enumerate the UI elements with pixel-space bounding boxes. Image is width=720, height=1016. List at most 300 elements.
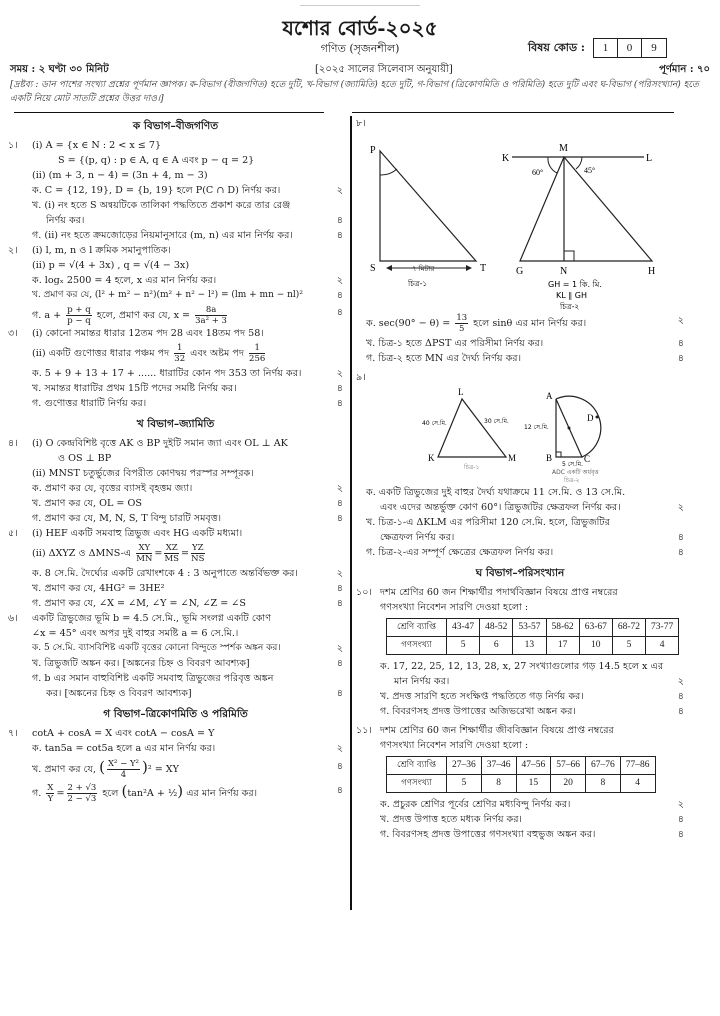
fraction — [164, 543, 179, 564]
marks: ৪ — [677, 814, 684, 825]
sub-question-text: খ. ত্রিভুজটি অঙ্কন কর। [অঙ্কনের চিহ্ন ও বিবরণ আবশ্যক] — [32, 658, 250, 669]
sub-question-text: গ. প্রমাণ কর যে, M, N, S, T বিন্দু চারটি সমবৃত্ত। — [32, 513, 222, 524]
sub-question-text: নির্ণয় কর। — [46, 215, 85, 226]
label-p: P — [370, 145, 376, 156]
stem-line: (ii) p = √(4 + 3x) , q = √(4 − 3x) — [32, 260, 190, 271]
sub-question — [32, 511, 343, 526]
numerator: XZ — [165, 543, 178, 553]
label-l: L — [458, 387, 464, 397]
sub-question-text: ক. 17, 22, 25, 12, 13, 28, x, 27 সংখ্যাগুলোর গড় 14.5 হলে x এর — [380, 661, 664, 672]
fraction — [66, 305, 91, 326]
figure-note: ADC একটি অর্ধবৃত্ত — [552, 469, 599, 476]
label-t: T — [480, 263, 487, 274]
stem-line: গণসংখ্যা নিবেশন সারণি দেওয়া হলো : — [380, 740, 529, 751]
sub-question — [380, 704, 684, 719]
table-cell: 8 — [586, 775, 621, 793]
stem-line: (i) HEF একটি সমবাহু ত্রিভুজ এবং HG একটি মধ্যমা। — [32, 528, 243, 539]
table-header: শ্রেণি ব্যাপ্তি — [387, 757, 447, 775]
center-point — [568, 427, 571, 430]
denominator: p − q — [67, 316, 91, 326]
table-row — [387, 775, 656, 793]
sub-question-text: ক. 5 + 9 + 13 + 17 + ...... ধারাটির কোন পদ 353 তা নির্ণয় কর। — [32, 368, 302, 379]
sub-question-text: ক. C = {12, 19}, D = {b, 19} হলে P(C ∩ D) নির্ণয় কর। — [32, 185, 281, 196]
text: হলে, প্রমাণ কর যে, x = — [96, 310, 191, 321]
exam-time: সময় : ২ ঘণ্টা ৩০ মিনিট — [10, 64, 109, 75]
question-9 — [356, 370, 684, 385]
marks: ৪ — [677, 691, 684, 702]
table-cell: 4 — [646, 637, 679, 655]
question-number: ৭। — [8, 728, 18, 739]
divider-rule — [14, 112, 324, 113]
table-header: শ্রেণি ব্যাপ্তি — [387, 619, 447, 637]
marks: ৪ — [336, 215, 343, 226]
table-cell: 67–76 — [586, 757, 621, 775]
table-cell: 77–86 — [620, 757, 655, 775]
fraction — [107, 759, 140, 780]
sub-question-text: গ. চিত্র-২-এর সম্পূর্ণ ক্ষেত্রের ক্ষেত্রফল নির্ণয় কর। — [366, 547, 554, 558]
text: হলে — [102, 788, 119, 799]
side-ab: 12 সে.মি. — [524, 424, 549, 431]
section-heading: ক বিভাগ–বীজগণিত — [132, 120, 219, 132]
fraction — [46, 783, 54, 804]
marks: ৪ — [677, 532, 684, 543]
marks: ৪ — [336, 785, 343, 796]
angle-arc — [380, 169, 397, 175]
fraction — [136, 543, 152, 564]
sub-question-text: গ. (ii) নং হতে ক্রমজোড়ের নিয়মানুসারে (m, n) এর মান নির্ণয় কর। — [32, 230, 293, 241]
label-c: C — [584, 454, 591, 464]
angle-45: 45° — [584, 166, 596, 175]
sub-question-text: খ. চিত্র-১ হতে ΔPST এর পরিসীমা নির্ণয় কর। — [366, 338, 544, 349]
sub-question — [32, 566, 343, 581]
label-s: S — [370, 263, 376, 274]
question-number: ১১। — [356, 725, 372, 736]
stem-line: (ii) ΔXYZ ও ΔMNS-এ $\frac{XY}{MN}$ = $\frac{XZ}{MS}$ = $\frac{YZ}{NS}$ — [32, 543, 205, 564]
question-4 — [8, 436, 343, 526]
text: (ii) ΔXYZ ও ΔMNS-এ — [32, 548, 132, 559]
text: (ii) একটি গুণোত্তর ধারার পঞ্চম পদ — [32, 348, 170, 359]
divider-rule — [352, 112, 674, 113]
question-number: ৫। — [8, 528, 18, 539]
sub-question-text: মান নির্ণয় কর। — [394, 676, 450, 687]
sub-question — [366, 530, 684, 545]
figure-1-triangle-pst — [370, 145, 486, 288]
label-m: M — [559, 143, 568, 154]
label-l: L — [646, 153, 653, 164]
table-cell: 10 — [579, 637, 612, 655]
denominator: Y — [47, 794, 54, 804]
marks: ২ — [336, 368, 343, 379]
marks: ৪ — [336, 383, 343, 394]
table-cell: 5 — [447, 637, 480, 655]
marks: ২ — [336, 743, 343, 754]
fraction — [191, 543, 205, 564]
label-k: K — [428, 453, 435, 463]
marks: ২ — [677, 502, 684, 513]
sub-question — [32, 759, 343, 780]
stem-line: ∠x = 45° এবং অপর দুই বাহুর সমষ্টি a = 6 সে.মি.। — [32, 628, 239, 639]
angle-arc — [548, 157, 557, 173]
sub-question — [32, 783, 343, 804]
question-8 — [356, 116, 684, 131]
stem-line: (i) কোনো সমান্তর ধারার 12তম পদ 28 এবং 18তম পদ 58। — [32, 328, 264, 339]
label-b: B — [546, 453, 553, 463]
sub-question-text: গ. চিত্র-২ হতে MN এর দৈর্ঘ্য নির্ণয় কর। — [366, 353, 521, 364]
subject-code — [528, 38, 667, 58]
marks: ২ — [336, 185, 343, 196]
sub-question — [32, 656, 343, 671]
sub-question-text: গ. $\frac{X}{Y}$ = $\frac{2 + √3}{2 - √3}$ হলে (tan²A + ½) এর মান নির্ণয় কর। — [32, 782, 258, 804]
sub-question — [380, 827, 684, 842]
sub-question — [366, 336, 684, 351]
table-cell: 37–46 — [481, 757, 516, 775]
fraction — [455, 313, 468, 334]
table-cell: 73-77 — [646, 619, 679, 637]
marks: ৪ — [677, 353, 684, 364]
denominator: 256 — [249, 354, 266, 364]
sub-question — [32, 273, 343, 288]
label-k: K — [502, 153, 510, 164]
marks: ৪ — [336, 398, 343, 409]
stem-line: cotA + cosA = X এবং cotA − cosA = Y — [32, 728, 215, 739]
question-number: ৬। — [8, 613, 18, 624]
marks: ২ — [677, 315, 684, 326]
text: গ. a + — [32, 310, 62, 321]
frequency-table-biology — [386, 756, 656, 793]
sub-question-text: ক. logₓ 2500 = 4 হলে, x এর মান নির্ণয় কর। — [32, 275, 217, 286]
sub-question — [366, 545, 684, 560]
triangle-klm — [438, 399, 506, 457]
question-number: ৯। — [356, 372, 366, 383]
numerator: 13 — [456, 313, 468, 323]
top-rule — [300, 0, 420, 6]
table-row — [387, 619, 679, 637]
sub-question-text: খ. প্রমাণ কর যে, 4HG² = 3HE² — [32, 583, 165, 594]
text: ² = XY — [147, 764, 179, 775]
sub-question — [32, 183, 343, 198]
sub-question-text — [32, 759, 329, 780]
text: হলে sinθ এর মান নির্ণয় কর। — [473, 318, 587, 329]
marks: ৪ — [677, 829, 684, 840]
sub-question — [380, 674, 684, 689]
numerator: 1 — [249, 343, 265, 354]
marks: ৪ — [336, 498, 343, 509]
sub-question-text: এবং এদের অন্তর্ভুক্ত কোণ 60°। ত্রিভুজটির ক্ষেত্রফল নির্ণয় কর। — [380, 502, 621, 513]
text: এবং অষ্টম পদ — [190, 348, 244, 359]
sub-question-text: খ. সমান্তর ধারাটির প্রথম 15টি পদের সমষ্টি নির্ণয় কর। — [32, 383, 237, 394]
stem-line: দশম শ্রেণির 60 জন শিক্ষার্থীর পদার্থবিজ্ঞান বিষয়ে প্রাপ্ত নম্বরের — [380, 587, 618, 598]
label-g: G — [516, 266, 524, 277]
section-heading: গ বিভাগ–ত্রিকোণমিতি ও পরিমিতি — [103, 708, 248, 720]
table-cell: 63-67 — [579, 619, 612, 637]
sub-question — [366, 500, 684, 515]
section-heading: খ বিভাগ–জ্যামিতি — [136, 418, 215, 430]
sub-question-text: ক. tan5a = cot5a হলে a এর মান নির্ণয় কর। — [32, 743, 216, 754]
board-title: যশোর বোর্ড-২০২৫ — [282, 16, 438, 40]
label-a: A — [546, 391, 553, 401]
fraction — [195, 305, 227, 326]
stem-line: গণসংখ্যা নিবেশন সারণি দেওয়া হলো : — [380, 602, 529, 613]
fraction — [174, 343, 185, 364]
kl-parallel-gh: KL ∥ GH — [556, 291, 588, 300]
stem-line: একটি ত্রিভুজের ভূমি b = 4.5 সে.মি., ভূমি সংলগ্ন একটি কোণ — [32, 613, 272, 624]
denominator: 3a² + 3 — [195, 316, 227, 326]
question-10 — [356, 585, 684, 719]
table-cell: 53-57 — [513, 619, 546, 637]
arrow-head — [386, 265, 392, 271]
marks: ৪ — [336, 307, 343, 318]
meta-row — [10, 62, 710, 79]
numerator: 8a — [195, 305, 227, 316]
marks: ৪ — [336, 688, 343, 699]
question-7 — [8, 726, 343, 807]
denominator: 4 — [120, 770, 127, 780]
question-number: ১। — [8, 140, 18, 151]
q9-subquestions — [356, 485, 684, 560]
numerator: 2 + √3 — [67, 783, 97, 793]
table-cell: 15 — [516, 775, 551, 793]
question-1 — [8, 138, 343, 243]
question-6 — [8, 611, 343, 701]
paren: ) — [141, 758, 148, 776]
subject-code-boxes — [593, 38, 667, 58]
syllabus-note: [২০২৫ সালের সিলেবাস অনুযায়ী] — [314, 64, 453, 75]
q8-subquestions — [356, 313, 684, 366]
sub-question-text: খ. (i) নং হতে S অন্বয়টিকে তালিকা পদ্ধতিতে প্রকাশ করে তার রেঞ্জ — [32, 200, 291, 211]
fraction — [67, 783, 98, 804]
stem-line: (ii) MNST চতুর্ভুজের বিপরীত কোণদ্বয় পরস্পর সম্পূরক। — [32, 468, 254, 479]
sub-question-text — [366, 313, 670, 334]
sub-question-text: ক. 5 সে.মি. ব্যাসবিশিষ্ট একটি বৃত্তের কোনো বিন্দুতে স্পর্শক অঙ্কন কর। — [32, 643, 281, 653]
denominator: 2 − √3 — [67, 794, 97, 804]
marks: ২ — [336, 643, 343, 654]
stem-line: (i) l, m, n ও l ক্রমিক সমানুপাতিক। — [32, 245, 171, 256]
marks: ২ — [336, 483, 343, 494]
right-angle-mark — [564, 251, 574, 261]
table-row — [387, 757, 656, 775]
denominator: MS — [164, 554, 179, 564]
subject-code-label: বিষয় কোড : — [528, 40, 585, 54]
label-n: N — [560, 266, 568, 277]
question-3 — [8, 326, 343, 411]
side-kl: 40 সে.মি. — [422, 420, 447, 427]
marks: ২ — [677, 799, 684, 810]
marks: ৪ — [336, 230, 343, 241]
sub-question — [32, 381, 343, 396]
sub-question-text: খ. প্রদত্ত উপাত্ত হতে মধ্যক নির্ণয় কর। — [380, 814, 522, 825]
numerator: X — [47, 783, 54, 793]
table-row — [387, 637, 679, 655]
expression: tan²A + ½ — [127, 788, 178, 799]
figure-caption: চিত্র-১ — [464, 464, 480, 471]
question-number: ৪। — [8, 438, 18, 449]
angle-arc — [576, 157, 582, 169]
numerator: XY — [136, 543, 152, 554]
sub-question — [32, 305, 343, 326]
label-m: M — [508, 453, 517, 463]
numerator: X² − Y² — [107, 759, 139, 769]
right-column — [356, 116, 684, 842]
question-number: ২। — [8, 245, 18, 256]
figure-caption: চিত্র-২ — [564, 477, 580, 484]
marks: ৪ — [336, 658, 343, 669]
marks: ৪ — [336, 513, 343, 524]
table-header: গণসংখ্যা — [387, 637, 447, 655]
stem-line: S = {(p, q) : p ∈ A, q ∈ A এবং p − q = 2} — [58, 155, 255, 166]
sub-question-text: খ. প্রমাণ কর যে, (l² + m² − n²)(m² + n² − l²) = (lm + mn − nl)² — [32, 290, 303, 300]
question-11 — [356, 723, 684, 842]
code-digit: 9 — [651, 42, 657, 54]
paren: ) — [177, 782, 184, 800]
sub-question-text: ক. 8 সে.মি. দৈর্ঘ্যের একটি রেখাংশকে 4 : 3 অনুপাতে অন্তর্বিভক্ত কর। — [32, 568, 298, 579]
numerator: p + q — [67, 305, 91, 315]
marks: ৪ — [336, 598, 343, 609]
sub-question — [32, 213, 343, 228]
table-cell: 57–66 — [551, 757, 586, 775]
angle-60: 60° — [532, 168, 544, 177]
table-cell: 5 — [447, 775, 482, 793]
table-cell: 48-52 — [480, 619, 513, 637]
table-cell: 47–56 — [516, 757, 551, 775]
table-cell: 68-72 — [612, 619, 645, 637]
figure-caption: চিত্র-২ — [560, 302, 580, 311]
sub-question-text: গ. বিবরণসহ প্রদত্ত উপাত্তের গণসংখ্যা বহুভুজ অঙ্কন কর। — [380, 829, 596, 840]
side-lm: 30 সে.মি. — [484, 418, 509, 425]
sub-question-text: খ. প্রমাণ কর যে, OL = OS — [32, 498, 142, 509]
sub-question — [32, 686, 343, 701]
text: ক. sec(90° − θ) = — [366, 318, 451, 329]
sub-question — [380, 689, 684, 704]
full-marks: পূর্ণমান : ৭০ — [659, 64, 710, 75]
right-angle-mark — [556, 452, 561, 457]
table-cell: 27–36 — [447, 757, 482, 775]
marks: ৪ — [677, 547, 684, 558]
sub-question-text: ক. একটি ত্রিভুজের দুই বাহুর দৈর্ঘ্য যথাক্রমে 11 সে.মি. ও 13 সে.মি. — [366, 487, 626, 498]
sub-question — [32, 366, 343, 381]
stem-line — [32, 343, 343, 364]
label-h: H — [648, 266, 656, 277]
denominator: MN — [136, 554, 153, 564]
text: খ. প্রমাণ কর যে, — [32, 764, 97, 775]
stem-line: ও OS ⊥ BP — [58, 453, 112, 464]
code-digit: 0 — [618, 39, 642, 57]
sub-question-text: ক. প্রমাণ কর যে, বৃত্তের ব্যাসই বৃহত্তম জ্যা। — [32, 483, 193, 494]
table-cell: 17 — [546, 637, 579, 655]
q8-figure-svg — [356, 131, 686, 311]
question-number: ১০। — [356, 587, 372, 598]
code-digit: 1 — [594, 39, 618, 57]
denominator: 5 — [459, 324, 465, 334]
text: গ. — [32, 788, 42, 799]
sub-question-text: খ. চিত্র-১-এ ΔKLM এর পরিসীমা 120 সে.মি. হলে, ত্রিভুজটির — [366, 517, 610, 528]
figure-caption: চিত্র-১ — [408, 279, 428, 288]
sub-question-text: ক্ষেত্রফল নির্ণয় কর। — [380, 532, 455, 543]
table-cell: 5 — [612, 637, 645, 655]
sub-question — [32, 641, 343, 656]
sub-question — [366, 313, 684, 334]
figure-2-kl-gh — [502, 143, 655, 311]
q8-figures — [356, 131, 684, 311]
marks: ৪ — [336, 761, 343, 772]
arrow-head — [466, 265, 472, 271]
sub-question-text: খ. প্রদত্ত সারণি হতে সংক্ষিপ্ত পদ্ধতিতে গড় নির্ণয় কর। — [380, 691, 584, 702]
sub-question — [32, 228, 343, 243]
table-cell: 43-47 — [447, 619, 480, 637]
fraction — [249, 343, 265, 364]
numerator: 1 — [174, 343, 185, 354]
sub-question — [32, 596, 343, 611]
marks: ৪ — [677, 706, 684, 717]
sub-question-text: গ. b এর সমান বাহুবিশিষ্ট একটি সমবাহু ত্রিভুজের পরিবৃত্ত অঙ্কন — [32, 673, 274, 684]
question-5 — [8, 526, 343, 611]
table-header: গণসংখ্যা — [387, 775, 447, 793]
stem-line: (i) A = {x ∈ N : 2 < x ≤ 7} — [32, 140, 162, 151]
marks: ২ — [336, 568, 343, 579]
sub-question — [32, 741, 343, 756]
point-d — [596, 416, 599, 419]
instruction: [দ্রষ্টব্য : ডান পাশের সংখ্যা প্রশ্নের পূর্ণমান জ্ঞাপক। ক-বিভাগ (বীজগণিত) হতে দুটি, খ-বিভাগ (জ্যামিতি) হতে দুটি, গ-বিভাগ (ত্রিকোণমিতি ও পরিমিতি) হতে দুটি এবং ঘ-বিভাগ (পরিসংখ্যান) হতে একটি নিয়ে মোট সাতটি প্রশ্নের উত্তর দাও।] — [10, 80, 699, 104]
table-cell: 13 — [513, 637, 546, 655]
denominator: 32 — [174, 354, 186, 364]
sub-question — [380, 797, 684, 812]
table-cell: 4 — [620, 775, 655, 793]
q9-figures — [356, 385, 684, 485]
sub-question — [32, 481, 343, 496]
section-heading: ঘ বিভাগ–পরিসংখ্যান — [475, 567, 565, 579]
question-2 — [8, 243, 343, 326]
denominator: NS — [191, 554, 205, 564]
frequency-table-physics — [386, 618, 679, 655]
subject-title: গণিত (সৃজনশীল) — [320, 42, 400, 55]
sub-question — [366, 351, 684, 366]
sub-question — [32, 496, 343, 511]
table-cell: 20 — [551, 775, 586, 793]
marks: ২ — [677, 676, 684, 687]
stem-line: (i) O কেন্দ্রবিশিষ্ট বৃত্তে AK ও BP দুইটি সমান জ্যা এবং OL ⊥ AK — [32, 438, 288, 449]
table-cell: 58-62 — [546, 619, 579, 637]
sub-question-text: গ. বিবরণসহ প্রদত্ত উপাত্তের অজিভরেখা অঙ্কন কর। — [380, 706, 576, 717]
question-number: ৮। — [356, 118, 366, 129]
paren: ( — [121, 782, 128, 800]
q9-figure-svg — [356, 385, 686, 485]
marks: ২ — [336, 275, 343, 286]
sub-question — [32, 396, 343, 411]
stem-line: দশম শ্রেণির 60 জন শিক্ষার্থীর জীববিজ্ঞান বিষয়ে প্রাপ্ত নম্বরের — [380, 725, 614, 736]
gh-length: GH = 1 কি. মি. — [548, 280, 602, 289]
marks: ৪ — [677, 338, 684, 349]
sub-question-text: গ. প্রমাণ কর যে, ∠X = ∠M, ∠Y = ∠N, ∠Z = ∠S — [32, 598, 246, 609]
column-divider — [350, 116, 352, 910]
question-number: ৩। — [8, 328, 18, 339]
sub-question-text — [32, 305, 329, 326]
label-d: D — [587, 413, 594, 423]
figure-2-semicircle — [524, 391, 601, 484]
sub-question — [32, 288, 343, 303]
figure-1-triangle-klm — [422, 387, 516, 471]
stem-line: (ii) (m + 3, n − 4) = (3n + 4, m − 3) — [32, 170, 208, 181]
marks: ৪ — [336, 583, 343, 594]
sub-question-text: গ. গুণোত্তর ধারাটি নির্ণয় কর। — [32, 398, 147, 409]
text: এর মান নির্ণয় কর। — [186, 788, 258, 799]
paren: ( — [99, 758, 105, 776]
numerator: YZ — [192, 543, 204, 553]
table-cell: 8 — [481, 775, 516, 793]
sub-question-text: কর। [অঙ্কনের চিহ্ন ও বিবরণ আবশ্যক] — [46, 688, 192, 699]
base-length: ৭ মিটার — [412, 265, 435, 273]
marks: ৪ — [336, 290, 343, 301]
left-column — [8, 116, 343, 807]
sub-question — [32, 581, 343, 596]
